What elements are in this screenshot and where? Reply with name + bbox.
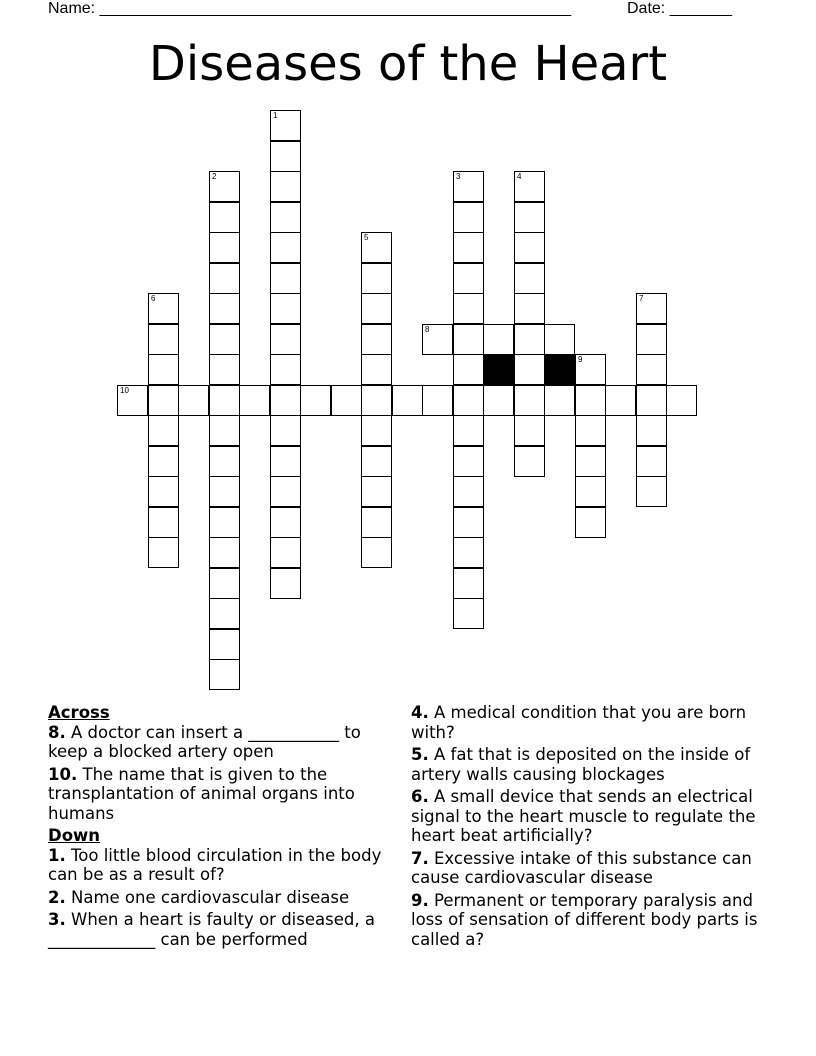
clue-down-6: 6. A small device that sends an electrical signal to the heart muscle to regulate the heart beat artificially?	[411, 787, 756, 845]
grid-cell[interactable]	[483, 324, 514, 355]
grid-cell[interactable]	[361, 354, 392, 385]
clue-down-3: 3. When a heart is faulty or diseased, a _____________ can be performed	[48, 910, 375, 949]
grid-cell[interactable]	[209, 202, 240, 233]
grid-cell[interactable]	[453, 476, 484, 507]
grid-cell[interactable]	[453, 324, 484, 355]
across-heading: Across	[48, 703, 110, 722]
name-field-label: Name: _____________________________________________________	[48, 0, 572, 17]
grid-cell[interactable]	[575, 354, 606, 385]
grid-cell[interactable]	[636, 293, 667, 324]
grid-cell[interactable]	[361, 324, 392, 355]
grid-cell[interactable]	[209, 324, 240, 355]
grid-cell[interactable]	[453, 446, 484, 477]
grid-cell[interactable]	[392, 385, 423, 416]
grid-cell[interactable]	[544, 324, 575, 355]
grid-cell[interactable]	[483, 385, 514, 416]
grid-cell[interactable]	[361, 415, 392, 446]
grid-cell[interactable]	[148, 354, 179, 385]
grid-cell[interactable]	[453, 263, 484, 294]
grid-cell[interactable]	[575, 476, 606, 507]
clues-left-column	[48, 703, 393, 952]
grid-cell[interactable]	[209, 568, 240, 599]
grid-cell[interactable]	[209, 537, 240, 568]
grid-cell[interactable]	[148, 537, 179, 568]
grid-cell[interactable]	[209, 598, 240, 629]
grid-cell[interactable]	[636, 415, 667, 446]
clue-down-4: 4. A medical condition that you are born with?	[411, 703, 747, 742]
page-title: Diseases of the Heart	[148, 36, 668, 92]
grid-cell[interactable]	[209, 446, 240, 477]
grid-cell[interactable]	[209, 415, 240, 446]
grid-cell[interactable]	[514, 415, 545, 446]
grid-cell[interactable]	[148, 507, 179, 538]
grid-cell[interactable]	[422, 385, 453, 416]
grid-cell[interactable]	[361, 507, 392, 538]
clues-right-column	[411, 703, 771, 952]
grid-cell[interactable]	[270, 293, 301, 324]
grid-cell[interactable]	[361, 537, 392, 568]
grid-cell[interactable]	[514, 324, 545, 355]
grid-cell[interactable]	[636, 385, 667, 416]
grid-cell[interactable]	[209, 232, 240, 263]
grid-cell[interactable]	[178, 385, 209, 416]
grid-cell[interactable]	[270, 415, 301, 446]
grid-cell[interactable]	[514, 354, 545, 385]
grid-cell[interactable]	[605, 385, 636, 416]
grid-cell[interactable]	[422, 324, 453, 355]
grid-cell[interactable]	[209, 354, 240, 385]
down-heading: Down	[48, 826, 101, 845]
grid-cell[interactable]	[453, 232, 484, 263]
grid-cell[interactable]	[453, 415, 484, 446]
grid-cell[interactable]	[575, 507, 606, 538]
clue-down-1: 1. Too little blood circulation in the body can be as a result of?	[48, 845, 382, 884]
grid-cell[interactable]	[209, 476, 240, 507]
grid-cell[interactable]	[270, 446, 301, 477]
clue-down-2: 2. Name one cardiovascular disease	[48, 887, 350, 907]
grid-cell[interactable]	[361, 446, 392, 477]
clue-down-5: 5. A fat that is deposited on the inside of artery walls causing blockages	[411, 745, 751, 784]
grid-cell[interactable]	[361, 476, 392, 507]
grid-cell[interactable]	[575, 415, 606, 446]
grid-cell[interactable]	[270, 232, 301, 263]
grid-cell[interactable]	[117, 385, 148, 416]
grid-cell[interactable]	[209, 293, 240, 324]
grid-cell[interactable]	[453, 507, 484, 538]
grid-cell[interactable]	[514, 202, 545, 233]
clue-across-10: 10. The name that is given to the transplantation of animal organs into humans	[48, 764, 355, 823]
grid-black-cell	[544, 354, 575, 385]
grid-cell[interactable]	[453, 293, 484, 324]
grid-cell[interactable]	[453, 385, 484, 416]
grid-cell[interactable]	[514, 263, 545, 294]
grid-cell[interactable]	[209, 263, 240, 294]
grid-cell[interactable]	[148, 324, 179, 355]
grid-cell[interactable]	[270, 507, 301, 538]
grid-cell[interactable]	[514, 232, 545, 263]
clue-across-8: 8. A doctor can insert a ___________ to keep a blocked artery open	[48, 722, 361, 761]
grid-cell[interactable]	[300, 385, 331, 416]
clue-number: 8	[425, 325, 430, 334]
grid-cell[interactable]	[666, 385, 697, 416]
date-field-label: Date: _______	[627, 0, 732, 17]
grid-cell[interactable]	[514, 293, 545, 324]
grid-cell[interactable]	[453, 598, 484, 629]
grid-cell[interactable]	[148, 446, 179, 477]
grid-cell[interactable]	[636, 446, 667, 477]
clue-number: 3	[456, 172, 461, 181]
grid-cell[interactable]	[148, 415, 179, 446]
clue-down-7: 7. Excessive intake of this substance can cause cardiovascular disease	[411, 848, 752, 887]
grid-cell[interactable]	[270, 568, 301, 599]
grid-cell[interactable]	[361, 263, 392, 294]
grid-cell[interactable]	[514, 385, 545, 416]
grid-cell[interactable]	[514, 171, 545, 202]
grid-cell[interactable]	[209, 629, 240, 660]
grid-cell[interactable]	[453, 171, 484, 202]
grid-cell[interactable]	[148, 476, 179, 507]
grid-cell[interactable]	[270, 110, 301, 141]
clue-number: 5	[364, 233, 369, 242]
grid-cell[interactable]	[636, 324, 667, 355]
grid-cell[interactable]	[361, 385, 392, 416]
clue-number: 7	[639, 294, 644, 303]
grid-black-cell	[483, 354, 514, 385]
grid-cell[interactable]	[209, 171, 240, 202]
grid-cell[interactable]	[270, 385, 301, 416]
grid-cell[interactable]	[361, 232, 392, 263]
clue-number: 2	[212, 172, 217, 181]
grid-cell[interactable]	[270, 263, 301, 294]
grid-cell[interactable]	[544, 385, 575, 416]
grid-cell[interactable]	[361, 293, 392, 324]
grid-cell[interactable]	[331, 385, 362, 416]
clue-number: 9	[578, 355, 583, 364]
grid-cell[interactable]	[514, 446, 545, 477]
grid-cell[interactable]	[209, 507, 240, 538]
grid-cell[interactable]	[270, 202, 301, 233]
grid-cell[interactable]	[239, 385, 270, 416]
grid-cell[interactable]	[453, 537, 484, 568]
clue-down-9: 9. Permanent or temporary paralysis and loss of sensation of different body parts is called a?	[411, 890, 758, 949]
grid-cell[interactable]	[453, 354, 484, 385]
grid-cell[interactable]	[636, 476, 667, 507]
grid-cell[interactable]	[209, 385, 240, 416]
grid-cell[interactable]	[453, 202, 484, 233]
clue-number: 6	[151, 294, 156, 303]
grid-cell[interactable]	[270, 476, 301, 507]
grid-cell[interactable]	[270, 324, 301, 355]
grid-cell[interactable]	[453, 568, 484, 599]
grid-cell[interactable]	[636, 354, 667, 385]
grid-cell[interactable]	[148, 385, 179, 416]
clue-number: 4	[517, 172, 522, 181]
grid-cell[interactable]	[270, 537, 301, 568]
grid-cell[interactable]	[270, 171, 301, 202]
clue-number: 1	[273, 111, 278, 120]
grid-cell[interactable]	[148, 293, 179, 324]
grid-cell[interactable]	[270, 354, 301, 385]
grid-cell[interactable]	[270, 141, 301, 172]
grid-cell[interactable]	[575, 446, 606, 477]
grid-cell[interactable]	[575, 385, 606, 416]
grid-cell[interactable]	[209, 659, 240, 690]
clue-number: 10	[120, 386, 129, 395]
